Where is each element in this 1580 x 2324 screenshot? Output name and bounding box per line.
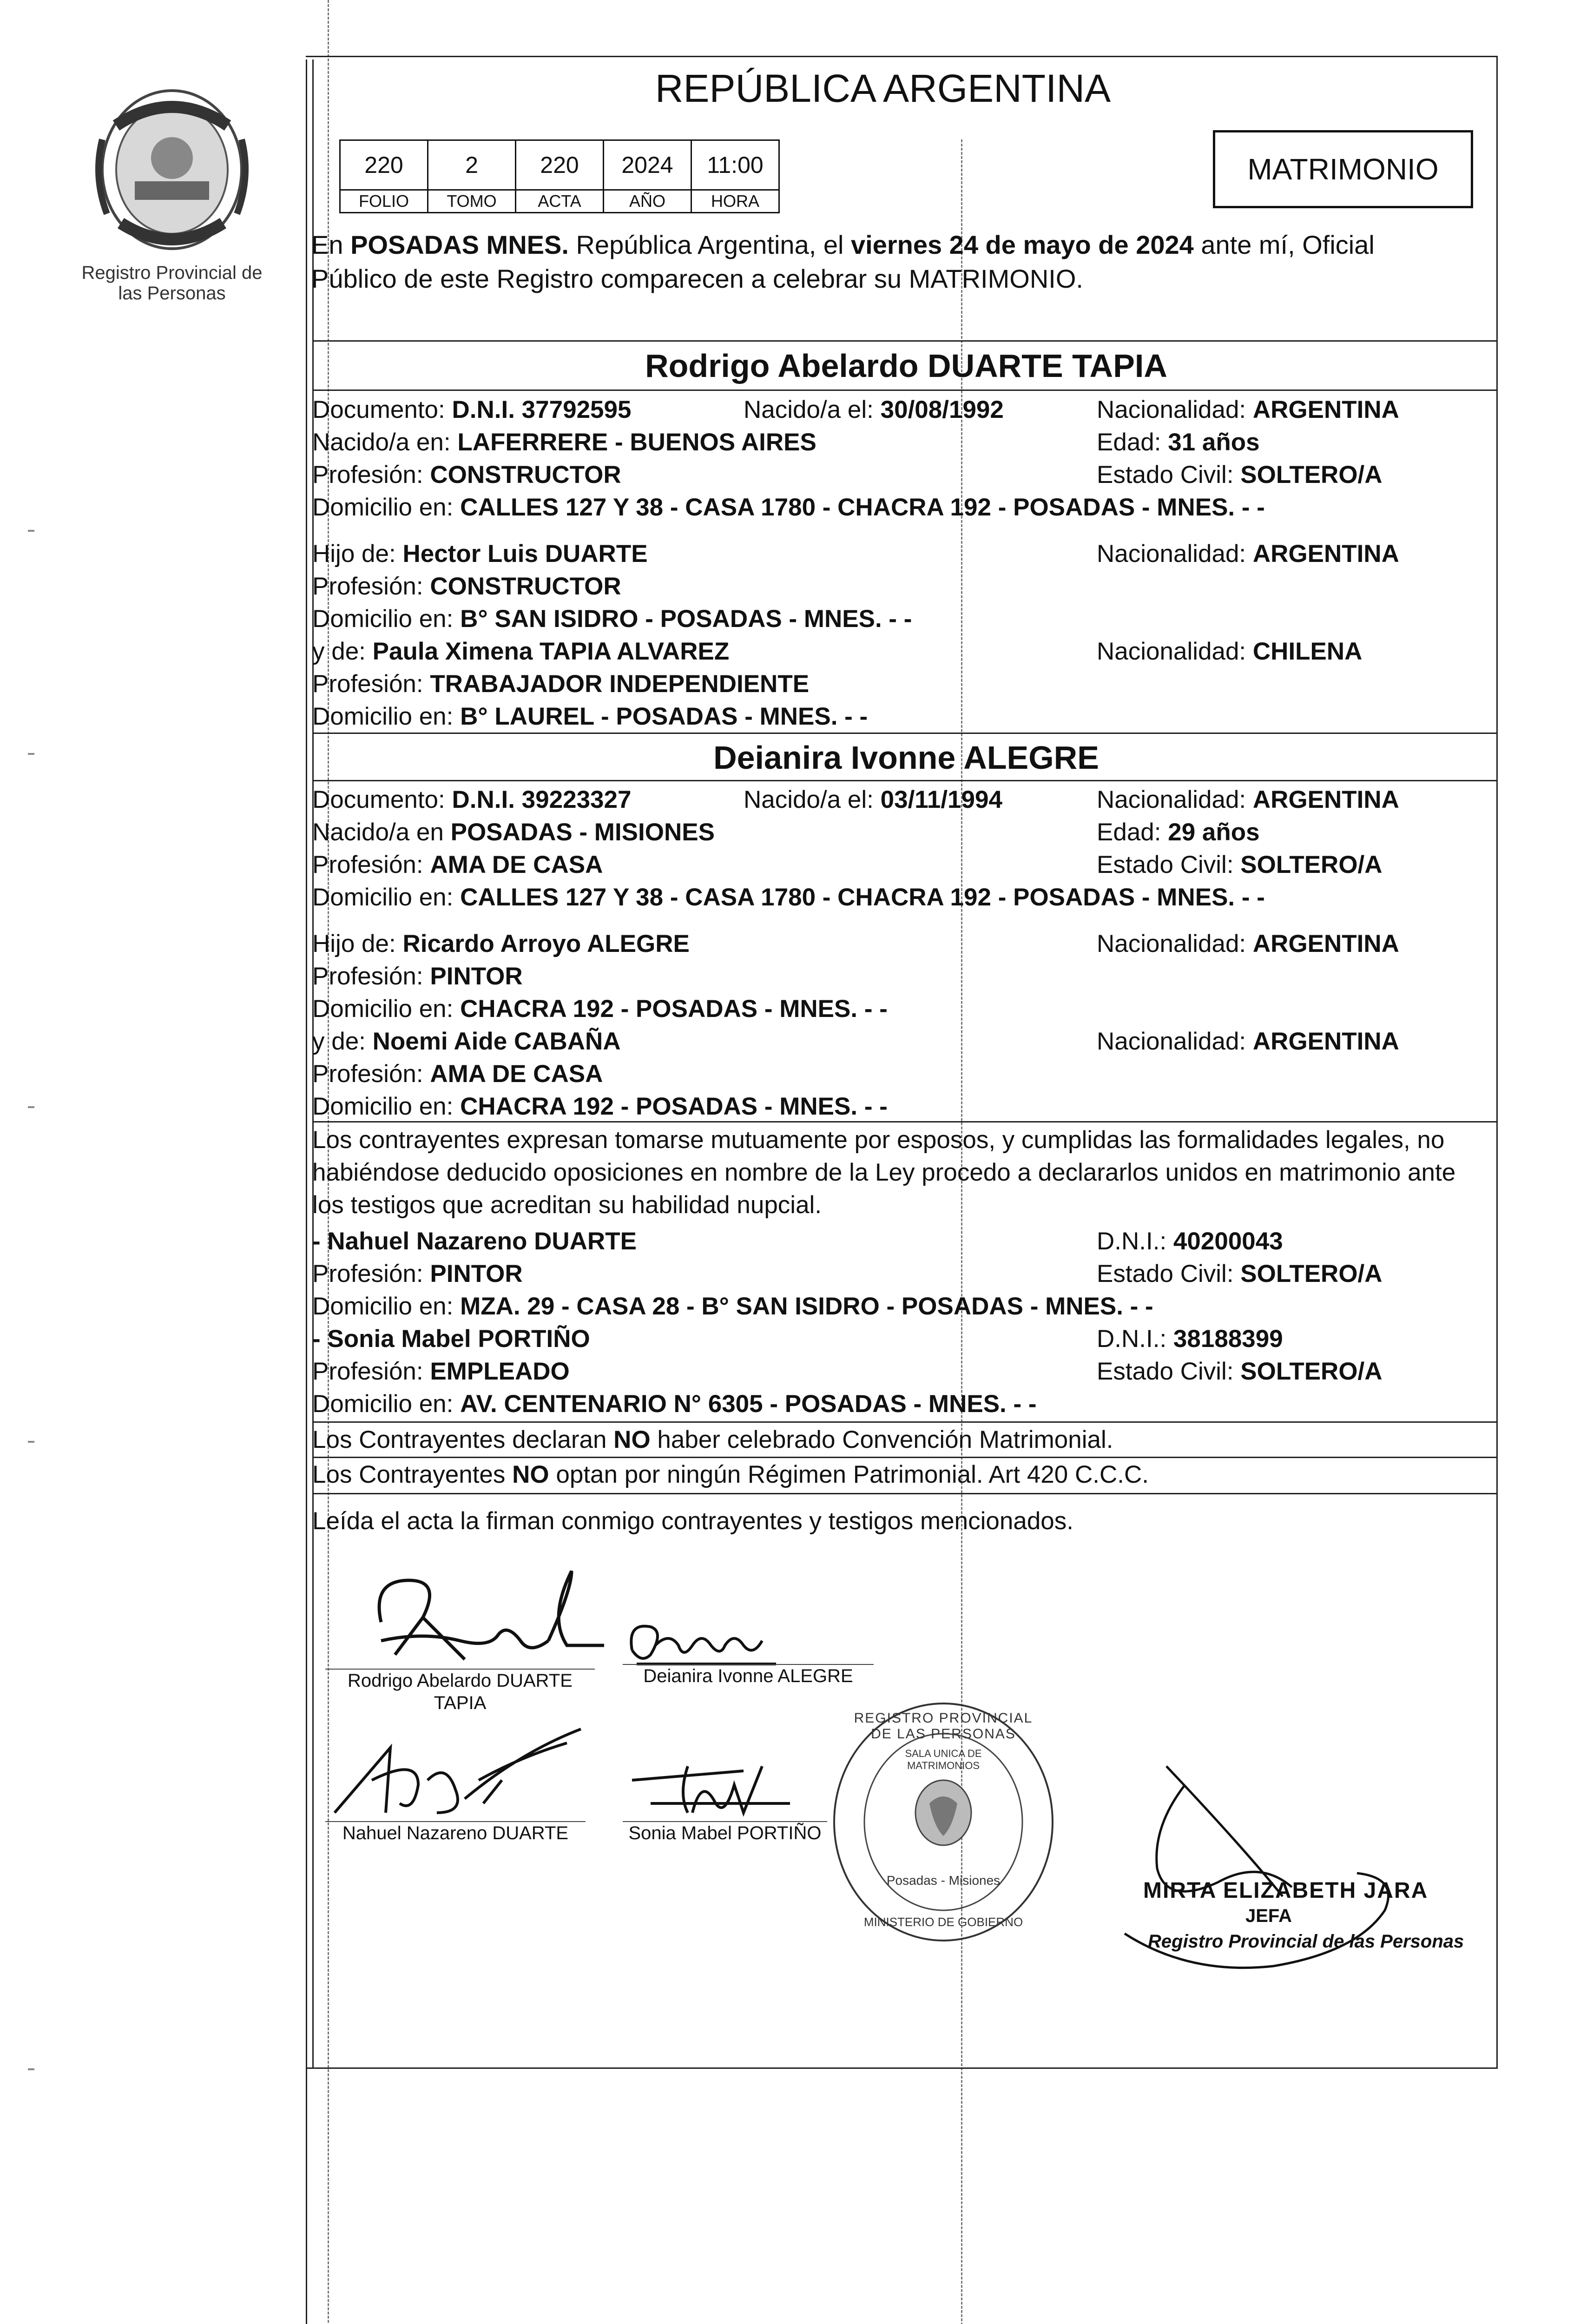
signature-nahuel [325,1710,586,1822]
spouse1-age: Edad: 31 años [1097,429,1260,456]
witness1-addr: Domicilio en: MZA. 29 - CASA 28 - B° SAN ISIDRO - POSADAS - MNES. - - [312,1293,1153,1320]
spouse1-mother-addr: Domicilio en: B° LAUREL - POSADAS - MNES. - - [312,703,868,730]
provincial-seal [84,84,260,270]
spouse1-father-prof: Profesión: CONSTRUCTOR [312,573,621,600]
margin-mark [28,530,34,532]
signature-label-nahuel: Nahuel Nazareno DUARTE [342,1823,569,1843]
signature-sonia [623,1748,818,1822]
spouse1-mother-nat: Nacionalidad: CHILENA [1097,638,1363,665]
declaration-line-2: habiéndose deducido oposiciones en nombre de la Ley procedo a declararlos unidos en matrimonio ante [312,1159,1456,1186]
record-folio: 220 [339,139,428,191]
signature-rodrigo [353,1562,613,1669]
frame-bottom [306,2067,1498,2069]
stamp-bottom-text: MINISTERIO DE GOBIERNO [863,1915,1023,1929]
registry-label: Registro Provincial de las Personas [81,263,263,304]
record-table [339,139,785,214]
intro-line-1: En POSADAS MNES. República Argentina, el viernes 24 de mayo de 2024 ante mí, Oficial [311,230,1375,259]
margin-mark [28,2068,34,2070]
witness2-civil: Estado Civil: SOLTERO/A [1097,1358,1382,1385]
spouse2-father-nat: Nacionalidad: ARGENTINA [1097,930,1399,957]
signature-label-sonia: Sonia Mabel PORTIÑO [628,1823,822,1843]
caption-folio: FOLIO [339,189,428,213]
spouse1-name-rule [312,390,1497,391]
stamp-outer-text: REGISTRO PROVINCIAL DE LAS PERSONAS [854,1710,1033,1742]
official-office: Registro Provincial de las Personas [1148,1931,1464,1952]
spouse2-name: Deianira Ivonne ALEGRE [713,739,1099,776]
fold-line-center [961,139,962,2324]
spouse1-prof: Profesión: CONSTRUCTOR [312,461,621,489]
notes-bottom-rule [312,1493,1497,1494]
witness1-civil: Estado Civil: SOLTERO/A [1097,1260,1382,1287]
spouse1-birthplace: Nacido/a en: LAFERRERE - BUENOS AIRES [312,429,816,456]
record-acta: 220 [515,139,604,191]
record-type: MATRIMONIO [1247,152,1439,186]
declaration-line-3: los testigos que acreditan su habilidad nupcial. [312,1191,822,1219]
frame-right [1496,56,1498,2068]
frame-left-outer [306,59,307,2324]
spouse2-born: Nacido/a el: 03/11/1994 [744,786,1002,813]
margin-mark [28,1441,34,1443]
witness1-prof: Profesión: PINTOR [312,1260,523,1287]
declaration-top-rule [312,1121,1497,1122]
seal-emblem-icon [84,84,260,270]
spouse2-mother-prof: Profesión: AMA DE CASA [312,1060,603,1088]
spouse1-father-addr: Domicilio en: B° SAN ISIDRO - POSADAS - MNES. - - [312,605,912,633]
spouse2-name-rule [312,780,1497,781]
spouse2-father-prof: Profesión: PINTOR [312,963,523,990]
official-name: MIRTA ELIZABETH JARA [1143,1878,1429,1903]
caption-hour: HORA [691,189,780,213]
page-title: REPÚBLICA ARGENTINA [655,66,1111,110]
spouse1-mother: y de: Paula Ximena TAPIA ALVAREZ [312,638,730,665]
closing-text: Leída el acta la firman conmigo contrayentes y testigos mencionados. [312,1507,1074,1535]
note-regime: Los Contrayentes NO optan por ningún Régimen Patrimonial. Art 420 C.C.C. [312,1461,1149,1488]
caption-tomo: TOMO [427,189,516,213]
spouse2-top-rule [312,733,1497,734]
note-convention: Los Contrayentes declaran NO haber celebrado Convención Matrimonial. [312,1426,1113,1453]
spouse2-address: Domicilio en: CALLES 127 Y 38 - CASA 1780 - CHACRA 192 - POSADAS - MNES. - - [312,884,1265,911]
caption-acta: ACTA [515,189,604,213]
spouse1-mother-prof: Profesión: TRABAJADOR INDEPENDIENTE [312,670,810,698]
signature-label-deianira: Deianira Ivonne ALEGRE [643,1666,853,1686]
spouse2-mother: y de: Noemi Aide CABAÑA [312,1028,621,1055]
spouse1-born: Nacido/a el: 30/08/1992 [744,396,1004,423]
declaration-line-1: Los contrayentes expresan tomarse mutuamente por esposos, y cumplidas las formalidades legales, no [312,1126,1445,1154]
spouse2-doc: Documento: D.N.I. 39223327 [312,786,632,813]
signature-label-rodrigo: Rodrigo Abelardo DUARTE TAPIA [348,1670,573,1713]
record-year: 2024 [603,139,692,191]
spouse2-civil: Estado Civil: SOLTERO/A [1097,851,1382,878]
margin-mark [28,1106,34,1108]
spouse2-prof: Profesión: AMA DE CASA [312,851,603,878]
intro-line-2: Público de este Registro comparecen a celebrar su MATRIMONIO. [311,264,1083,293]
spouse2-mother-nat: Nacionalidad: ARGENTINA [1097,1028,1399,1055]
spouse2-birthplace: Nacido/a en POSADAS - MISIONES [312,819,715,846]
spouse1-name: Rodrigo Abelardo DUARTE TAPIA [645,348,1167,384]
witness2-name: - Sonia Mabel PORTIÑO [312,1325,590,1353]
spouse1-nat: Nacionalidad: ARGENTINA [1097,396,1399,423]
stamp-city-text: Posadas - Misiones [886,1873,1001,1888]
spouse2-age: Edad: 29 años [1097,819,1260,846]
spouse1-top-rule [312,340,1497,342]
spouse1-civil: Estado Civil: SOLTERO/A [1097,461,1382,489]
margin-mark [28,753,34,755]
stamp-inner-text: SALA UNICA DE MATRIMONIOS [905,1748,982,1771]
spouse2-mother-addr: Domicilio en: CHACRA 192 - POSADAS - MNES. - - [312,1093,888,1120]
frame-top [306,56,1498,57]
witness1-name: - Nahuel Nazareno DUARTE [312,1228,637,1255]
witness2-addr: Domicilio en: AV. CENTENARIO N° 6305 - POSADAS - MNES. - - [312,1390,1037,1418]
spouse2-father-addr: Domicilio en: CHACRA 192 - POSADAS - MNES. - - [312,995,888,1023]
witness2-prof: Profesión: EMPLEADO [312,1358,570,1385]
notes-mid-rule [312,1457,1497,1458]
spouse2-father: Hijo de: Ricardo Arroyo ALEGRE [312,930,690,957]
witness2-dni: D.N.I.: 38188399 [1097,1325,1283,1353]
caption-year: AÑO [603,189,692,213]
spouse1-address: Domicilio en: CALLES 127 Y 38 - CASA 1780 - CHACRA 192 - POSADAS - MNES. - - [312,494,1265,521]
spouse1-doc: Documento: D.N.I. 37792595 [312,396,632,423]
witness1-dni: D.N.I.: 40200043 [1097,1228,1283,1255]
spouse1-father-nat: Nacionalidad: ARGENTINA [1097,540,1399,568]
spouse1-father: Hijo de: Hector Luis DUARTE [312,540,648,568]
record-type-box [1213,130,1473,208]
spouse2-nat: Nacionalidad: ARGENTINA [1097,786,1399,813]
official-role: JEFA [1245,1906,1292,1926]
official-stamp [827,1697,1060,1948]
record-hour: 11:00 [691,139,780,191]
record-tomo: 2 [427,139,516,191]
notes-top-rule [312,1421,1497,1423]
